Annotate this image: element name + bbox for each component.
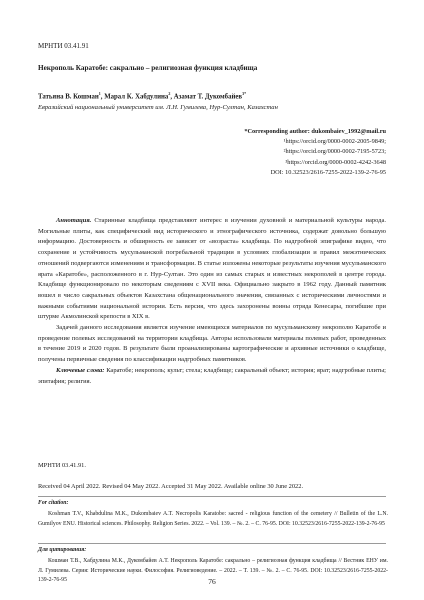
keywords-label: Ключевые слова: — [56, 366, 105, 374]
abstract-text: Задачей данного исследования является изучение имеющихся материалов по мусульманскому некрополю Каратобе и проведение полевых исследований на территории кладбища. Авторы использовали материалы полевых работ, проведенных в течение 2019 и 2020 годов. В результате были проанализированы картографические и архивные источники о кладбище, получены первичные сведения по классификации надгробных памятников. — [38, 324, 386, 364]
citation-ru: Кошман Т.В., Хабдулина М.К., Дукомбайев А.Т. Некрополь Каратобе: сакрально – религиозная функция кладбища // Вестник ЕНУ им. Л. Гумилева. Серия: Исторические науки. Философия. Религиоведение. – 2022. – Т. 139. – №. 2. – С. 76-95. DOI: 10.32523/2616-7255-2022-139-2-76-95 — [38, 558, 388, 583]
contact-block — [86, 127, 386, 178]
author-affiliation-mark: 3 — [242, 91, 245, 96]
mrnti-code: МРНТИ 03.41.91 — [38, 42, 89, 50]
abstract-paragraph — [38, 216, 386, 323]
corresponding-author-mark: * — [244, 91, 247, 96]
author-name: Азамат Т. Дукомбайев — [173, 93, 243, 101]
mrnti-code-secondary: МРНТИ 03.41.91. — [38, 462, 86, 469]
author-name: Марал К. Хабдулина — [104, 93, 169, 101]
orcid-link[interactable]: ¹https://orcid.org/0000-0002-2005-9849; — [283, 138, 386, 146]
abstract-text: Старинные кладбища представляют интерес в изучении духовной и материальной культуры народа. Могильные плиты, как специфический вид исторического и этнографического источника, содержат довольно большую информацию. Достоверность и обширность ее зависят от «возраста» кладбища. По надгробной эпиграфике видно, что сохранение и устойчивость мусульманской погребальной традиции в условиях глобализации и правил межэтнических отношений подвергаются изменениям и трансформации. В статье изложены некоторые результаты изучения мусульманского ярата «Каратобе», расположенного в г. Нур-Султан. Это один из самых старых и известных некрополей в центре города. Кладбище функционировало по некоторым сведениям с XVII века. Официально закрыто в 1962 году. Данный памятник вошел в число сакральных объектов Казахстана общенационального значения, связанных с историческими личностями и важными событиями национальной истории. Есть версия, что здесь захоронены воины отряда Кенесары, погибшие при штурме Акмолинской крепости в XIX в. — [38, 217, 386, 321]
author-name: Татьяна В. Кошман — [38, 93, 99, 101]
author-affiliation-mark: 1 — [98, 91, 101, 96]
divider — [38, 543, 386, 544]
abstract — [38, 216, 386, 387]
keywords-paragraph — [38, 366, 386, 387]
corresponding-author-email: *Corresponding author: dukombaiev_1992@mail.ru — [244, 128, 386, 135]
article-title: Некрополь Каратобе: сакрально – религиозная функция кладбища — [38, 64, 258, 72]
abstract-paragraph — [38, 323, 386, 366]
orcid-link[interactable]: ³https://orcid.org/0000-0002-4242-3648 — [285, 158, 386, 166]
citation-en: Koshman T.V., Khabdulina M.K., Dukombaiev A.T. Necropolis Karatobe: sacred - religious function of the cemetery // Bulletin of the L.N. Gumilyov ENU. Historical sciences. Philosophy. Religion Series. 2022. – Vol. 139. – №. 2. – С. 76-95. DOI: 10.32523/2616-7255-2022-139-2-76-95 — [38, 511, 388, 527]
divider — [38, 496, 386, 497]
author-separator: , — [100, 93, 105, 101]
author-affiliation-mark: 2 — [168, 91, 171, 96]
received-dates: Received 04 April 2022. Revised 04 May 2022. Accepted 31 May 2022. Available online 30 June 2022. — [38, 483, 304, 490]
citation-label-en: For citation: — [38, 500, 69, 506]
abstract-label: Аннотация. — [56, 217, 92, 224]
keywords-text: Каратобе; некрополь; культ; стела; кладбище; сакральный объект; история; ярат; надгробные плиты; эпитафия; религия. — [38, 366, 386, 385]
affiliation: Евразийский национальный университет им. Л.Н. Гумилева, Нур-Султан, Казахстан — [38, 104, 278, 111]
page-number: 76 — [208, 577, 216, 586]
orcid-link[interactable]: ²https://orcid.org/0000-0002-7195-5723; — [283, 148, 386, 156]
author-separator: , — [170, 93, 174, 101]
author-list — [38, 91, 388, 100]
citation-label-ru: Для цитирования: — [38, 547, 87, 553]
doi-link[interactable]: DOI: 10.32523/2616-7255-2022-139-2-76-95 — [270, 168, 386, 176]
